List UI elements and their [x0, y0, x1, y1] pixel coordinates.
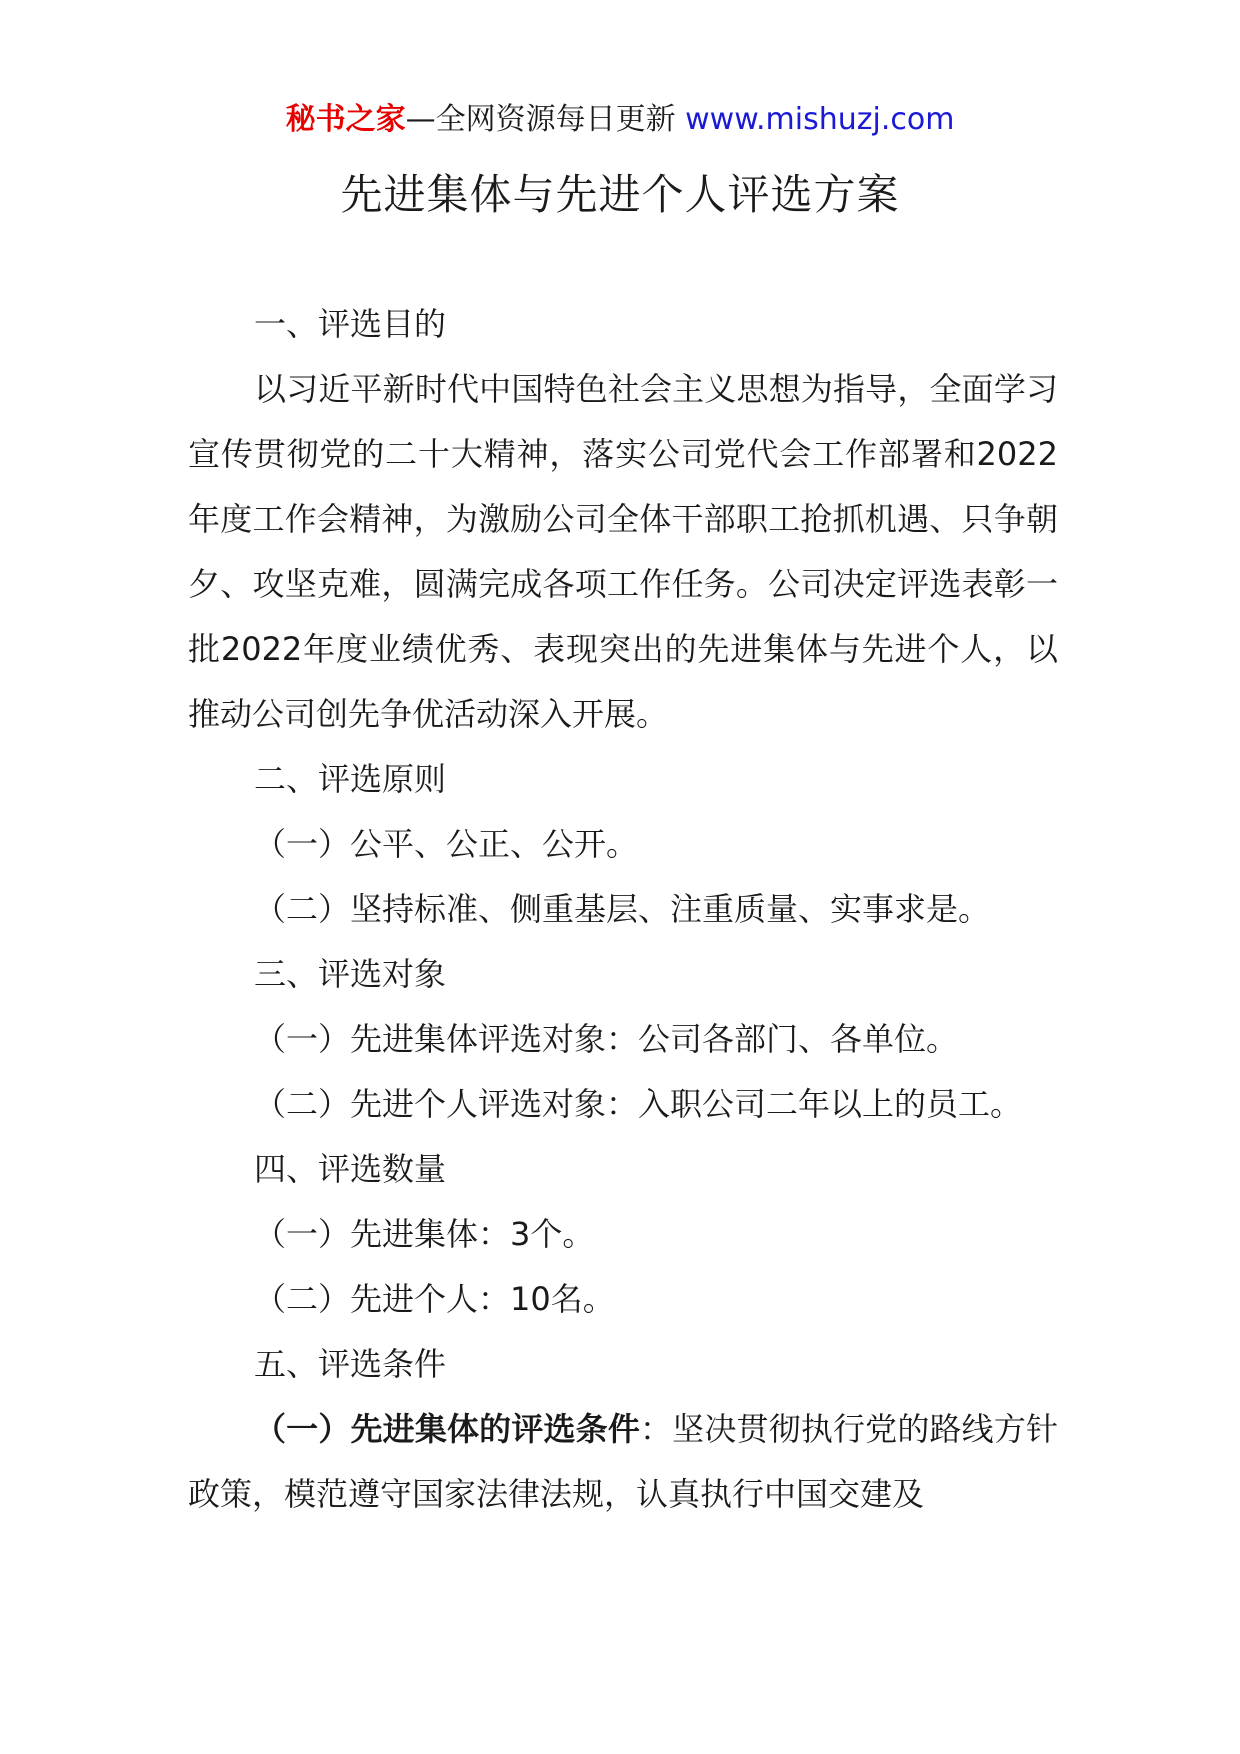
list-item: （一）先进集体：3个。 [254, 1215, 595, 1253]
list-item: （一）公平、公正、公开。 [254, 825, 639, 863]
paragraph-conditions [188, 1397, 1058, 1527]
document-body [188, 292, 1058, 1527]
header-slogan: —全网资源每日更新 [405, 102, 676, 137]
list-item: （二）先进个人评选对象：入职公司二年以上的员工。 [254, 1085, 1023, 1123]
brand-name: 秘书之家 [285, 102, 406, 137]
conditions-text: ：坚决贯彻执行党的路线方针政策，模范遵守国家法律法规，认真执行中国交建及 [188, 1410, 1058, 1513]
document-title: 先进集体与先进个人评选方案 [340, 170, 900, 219]
list-item: （二）先进个人：10名。 [254, 1280, 615, 1318]
list-item: （一）先进集体评选对象：公司各部门、各单位。 [254, 1020, 959, 1058]
section-heading-purpose: 一、评选目的 [254, 305, 447, 343]
paragraph-purpose: 以习近平新时代中国特色社会主义思想为指导，全面学习宣传贯彻党的二十大精神，落实公司党代会工作部署和2022年度工作会精神，为激励公司全体干部职工抢抓机遇、只争朝夕、攻坚克难，圆满完成各项工作任务。公司决定评选表彰一批2022年度业绩优秀、表现突出的先进集体与先进个人，以推动公司创先争优活动深入开展。 [188, 370, 1058, 733]
conditions-label: （一）先进集体的评选条件 [254, 1410, 640, 1448]
list-item: （二）坚持标准、侧重基层、注重质量、实事求是。 [254, 890, 991, 928]
site-header [0, 100, 1240, 140]
section-heading-principles: 二、评选原则 [254, 760, 447, 798]
section-heading-conditions: 五、评选条件 [254, 1345, 447, 1383]
section-heading-quantity: 四、评选数量 [254, 1150, 447, 1188]
section-heading-targets: 三、评选对象 [254, 955, 447, 993]
site-url-link[interactable]: www.mishuzj.com [685, 102, 955, 137]
